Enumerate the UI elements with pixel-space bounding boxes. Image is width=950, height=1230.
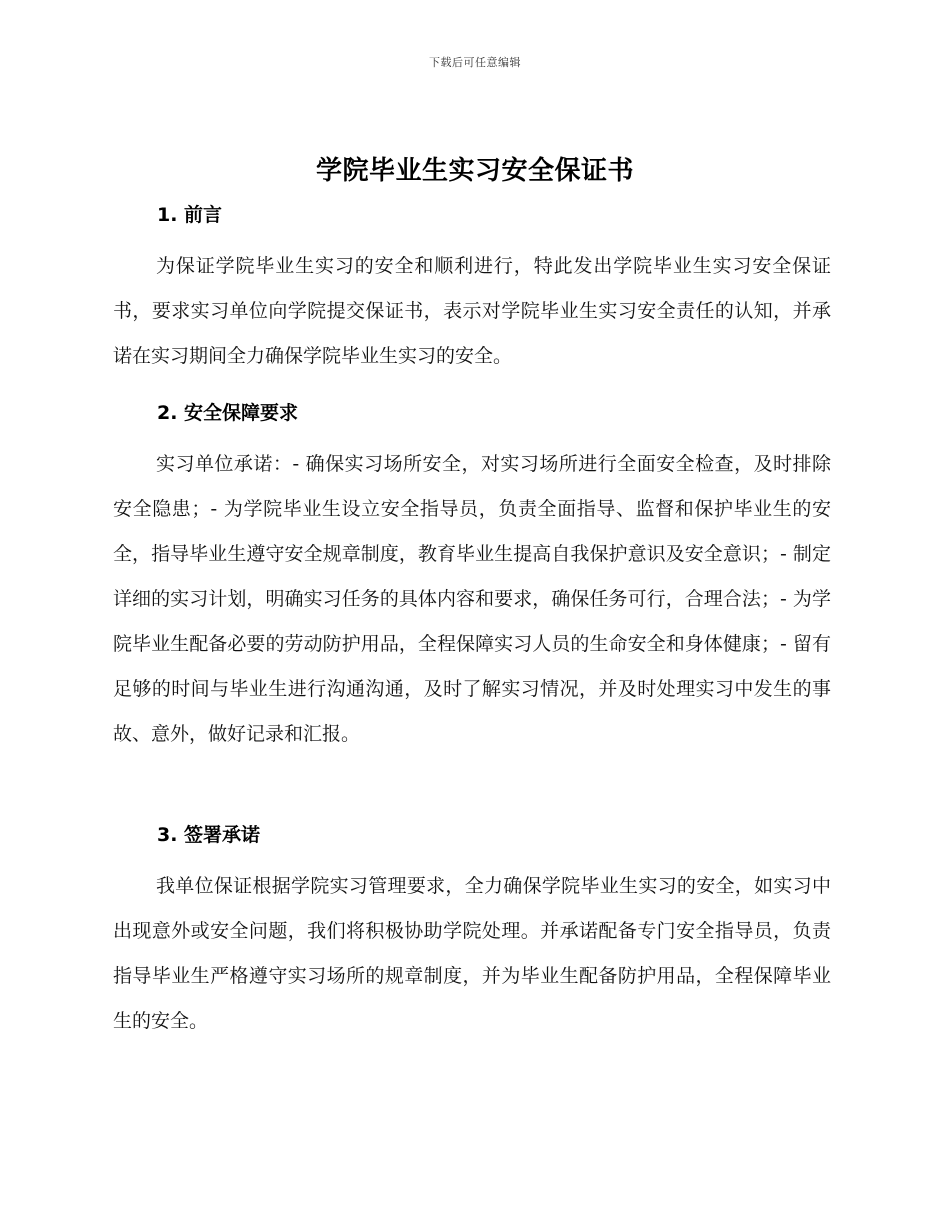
section-body-signing-commitment: 我单位保证根据学院实习管理要求，全力确保学院毕业生实习的安全，如实习中出现意外或安全问题，我们将积极协助学院处理。并承诺配备专门安全指导员，负责指导毕业生严格遵守实习场所的规章制度，并为毕业生配备防护用品，全程保障毕业生的安全。 — [113, 875, 831, 1032]
header-note: 下载后可任意编辑 — [429, 56, 521, 69]
section-heading-signing-commitment: 3. 签署承诺 — [157, 824, 261, 846]
section-heading-safety-requirements: 2. 安全保障要求 — [157, 402, 299, 424]
document-title: 学院毕业生实习安全保证书 — [315, 156, 634, 186]
section-heading-preface: 1. 前言 — [157, 204, 223, 226]
section-body-safety-requirements: 实习单位承诺：- 确保实习场所安全，对实习场所进行全面安全检查，及时排除安全隐患；- 为学院毕业生设立安全指导员，负责全面指导、监督和保护毕业生的安全，指导毕业生遵守安全规章制度，教育毕业生提高自我保护意识及安全意识；- 制定详细的实习计划，明确实习任务的具体内容和要求，确保任务可行，合理合法；- 为学院毕业生配备必要的劳动防护用品，全程保障实习人员的生命安全和身体健康；- 留有足够的时间与毕业生进行沟通沟通，及时了解实习情况，并及时处理实习中发生的事故、意外，做好记录和汇报。 — [113, 453, 831, 745]
section-body-preface: 为保证学院毕业生实习的安全和顺利进行，特此发出学院毕业生实习安全保证书，要求实习单位向学院提交保证书，表示对学院毕业生实习安全责任的认知，并承诺在实习期间全力确保学院毕业生实习的安全。 — [113, 255, 831, 367]
